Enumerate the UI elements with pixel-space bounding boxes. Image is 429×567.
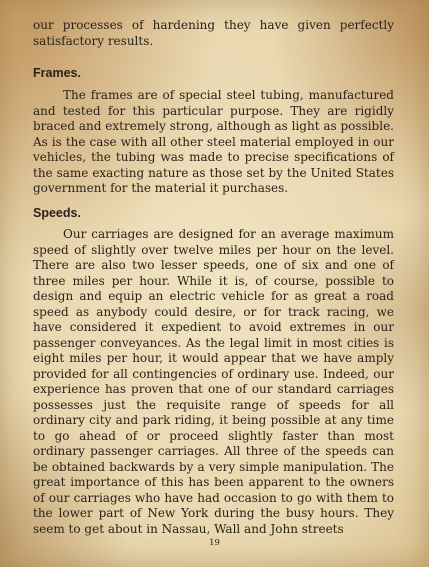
continuation-paragraph: our processes of hardening they have given perfectly satisfactory results.	[33, 18, 394, 48]
page-number: 19	[209, 538, 220, 548]
section-heading-frames: Frames.	[33, 66, 81, 80]
section-heading-speeds: Speeds.	[33, 206, 81, 220]
paragraph-speeds: Our carriages are designed for an average maximum speed of slightly over twelve miles per hour on the level. There are also two lesser speeds, one of six and one of three miles per hour. While it is, of course, possible to design and equip an electric vehicle for as great a road speed as anybody could desire, or for track racing, we have considered it expedient to avoid extremes in our passenger conveyances. As the legal limit in most cities is eight miles per hour, it would appear that we have amply provided for all contingencies of ordinary use. Indeed, our experience has proven that one of our standard carriages possesses just the requisite range of speeds for all ordinary city and park riding, it being possible at any time to go ahead of or proceed slightly faster than most ordinary passenger carriages. All three of the speeds can be obtained backwards by a very simple manipulation. The great importance of this has been apparent to the owners of our carriages who have had occasion to go with them to the lower part of New York during the busy hours. They seem to get about in Nassau, Wall and John streets	[33, 227, 394, 536]
paragraph-frames: The frames are of special steel tubing, manufactured and tested for this particular purpose. They are rigidly braced and extremely strong, although as light as possible. As is the case with all other steel material employed in our vehicles, the tubing was made to precise specifications of the same exacting nature as those set by the United States government for the material it purchases.	[33, 88, 394, 195]
